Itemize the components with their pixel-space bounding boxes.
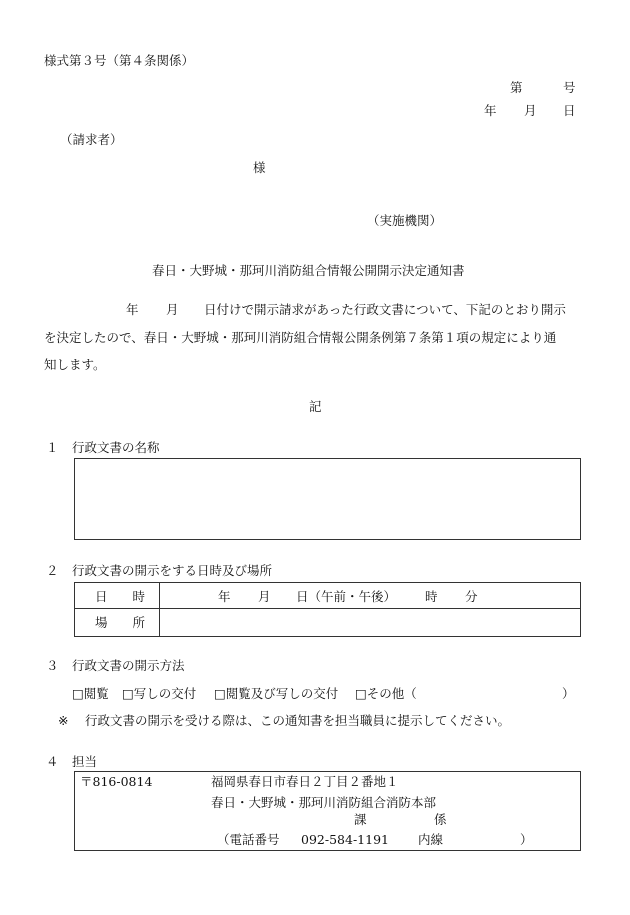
form-id: 様式第３号（第４条関係） [44, 53, 195, 68]
section1-label: 行政文書の名称 [72, 440, 160, 455]
option-view[interactable]: □閲覧 [72, 686, 109, 701]
table-row-divider [74, 608, 581, 609]
doc-number-prefix: 第 [510, 80, 523, 95]
option-other[interactable]: □その他（ [355, 686, 417, 701]
place-label: 場 所 [95, 615, 146, 630]
section4-label: 担当 [72, 754, 98, 769]
date-day: 日 [563, 103, 576, 118]
section3-number: ３ [46, 658, 59, 673]
organization: 春日・大野城・那珂川消防組合消防本部 [211, 795, 437, 810]
table-column-divider [159, 582, 160, 637]
option-view-and-copy[interactable]: □閲覧及び写しの交付 [214, 686, 339, 701]
document-title: 春日・大野城・那珂川消防組合情報公開開示決定通知書 [152, 263, 465, 278]
section2-label: 行政文書の開示をする日時及び場所 [72, 563, 273, 578]
datetime-minute: 分 [465, 589, 478, 604]
body-line2: を決定したので、春日・大野城・那珂川消防組合情報公開条例第７条第１項の規定により通 [44, 330, 557, 345]
section3-label: 行政文書の開示方法 [72, 658, 185, 673]
datetime-day: 日（午前・午後） [296, 589, 397, 604]
phone-label: （電話番号 [217, 832, 280, 847]
datetime-label: 日 時 [95, 589, 146, 604]
honorific: 様 [253, 160, 266, 175]
extension-label: 内線 [418, 832, 444, 847]
datetime-hour: 時 [425, 589, 438, 604]
note-mark: ※ [58, 713, 69, 728]
note-text: 行政文書の開示を受ける際は、この通知書を担当職員に提示してください。 [85, 713, 511, 728]
agency-label: （実施機関） [367, 213, 443, 228]
datetime-month: 月 [258, 589, 271, 604]
address: 福岡県春日市春日２丁目２番地１ [211, 774, 399, 789]
doc-number-suffix: 号 [563, 80, 576, 95]
ki-marker: 記 [309, 399, 322, 414]
phone-number: 092-584-1191 [301, 832, 389, 847]
ka-label: 課 [354, 812, 367, 827]
body-month: 月 [166, 302, 179, 317]
body-line1: 日付けで開示請求があった行政文書について、下記のとおり開示 [204, 302, 566, 317]
extension-close: ） [520, 832, 533, 847]
section1-number: １ [46, 440, 59, 455]
option-other-close: ） [562, 686, 575, 701]
postal-code: 〒816-0814 [80, 774, 153, 789]
section4-number: ４ [46, 754, 59, 769]
document-name-box[interactable] [74, 458, 581, 540]
requester-label: （請求者） [60, 132, 123, 147]
section2-number: ２ [46, 563, 59, 578]
kakari-label: 係 [434, 812, 447, 827]
date-year: 年 [484, 103, 497, 118]
body-year: 年 [126, 302, 139, 317]
option-copy[interactable]: □写しの交付 [122, 686, 197, 701]
date-month: 月 [524, 103, 537, 118]
body-line3: 知します。 [44, 357, 106, 372]
datetime-year: 年 [218, 589, 231, 604]
